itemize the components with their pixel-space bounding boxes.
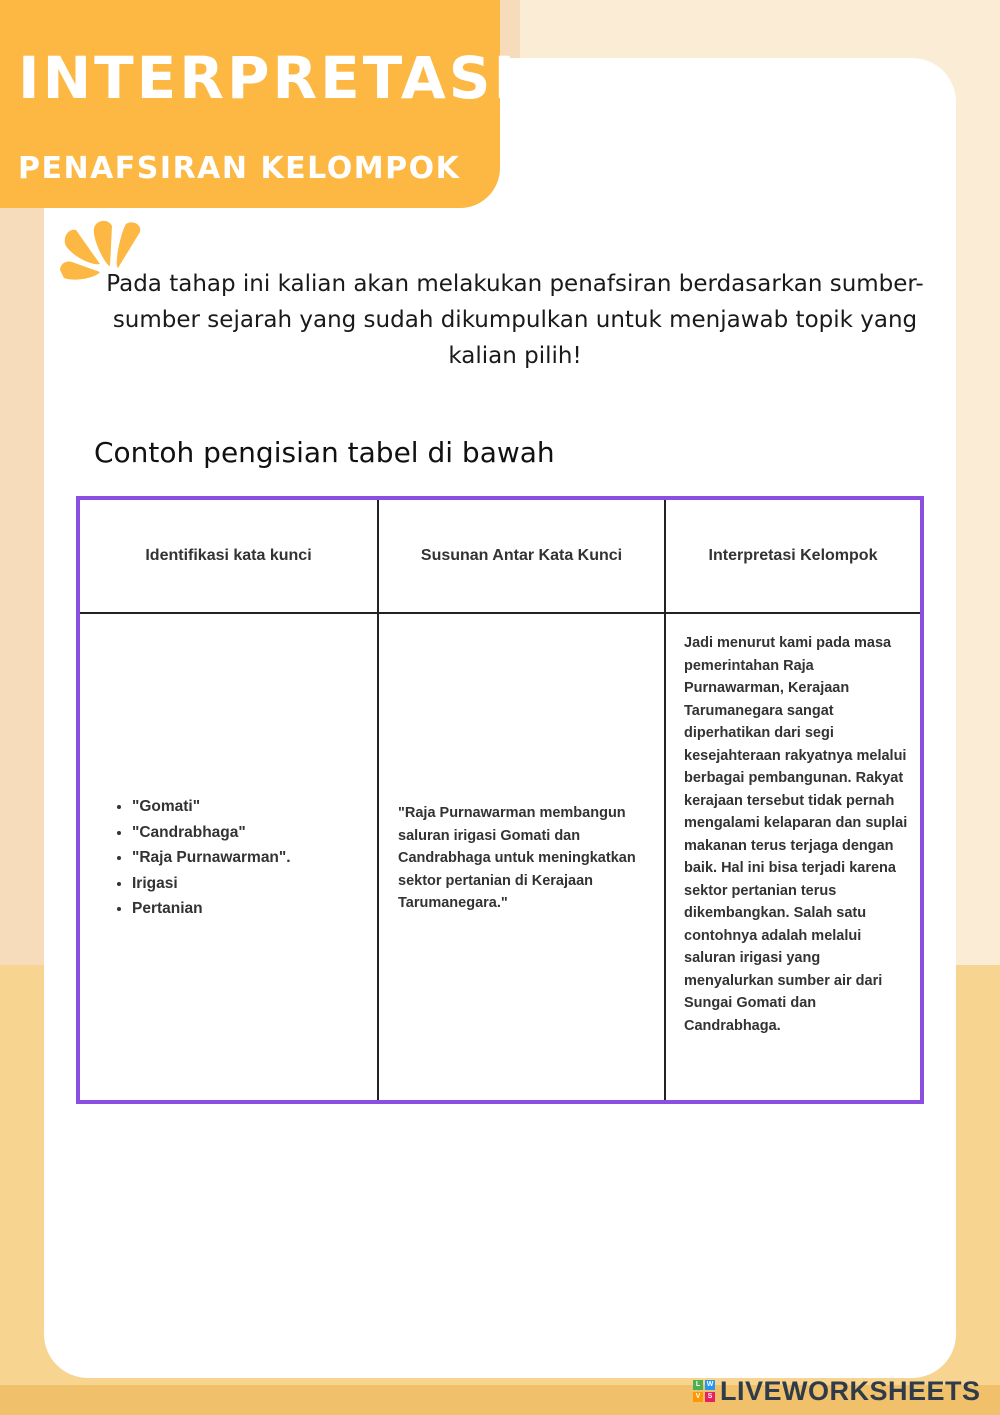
table-cell-keywords — [110, 794, 370, 922]
list-item: • "Raja Purnawarman". — [132, 845, 370, 871]
table-header-interpretation: Interpretasi Kelompok — [708, 547, 878, 564]
list-item: • "Candrabhaga" — [132, 820, 370, 846]
logo-text: LIVEWORKSHEETS — [720, 1375, 981, 1406]
list-item: • "Gomati" — [132, 794, 370, 820]
logo-blocks-icon: L W V S — [693, 1380, 715, 1402]
table-cell-interpretation: Jadi menurut kami pada masa pemerintahan Raja Purnawarman, Kerajaan Tarumanegara sangat diperhatikan dari segi kesejahteraan rakyatnya melalui berbagai pembangunan. Rakyat kerajaan tersebut tidak pernah mengalami kelaparan dan suplai makanan terus terjaga dengan baik. Hal ini bisa terjadi karena sektor pertanian terus dikembangkan. Salah satu contohnya adalah melalui saluran irigasi yang menyalurkan sumber air dari Sungai Gomati dan Candrabhaga. — [684, 635, 908, 1034]
table-cell-structure: "Raja Purnawarman membangun saluran irigasi Gomati dan Candrabhaga untuk meningkatkan sektor pertanian di Kerajaan Tarumanegara." — [398, 805, 636, 911]
table-header-keywords: Identifikasi kata kunci — [145, 547, 312, 564]
interpretation-table — [76, 496, 924, 1104]
intro-text: Pada tahap ini kalian akan melakukan penafsiran berdasarkan sumber-sumber sejarah yang sudah dikumpulkan untuk menjawab topik yang kalian pilih! — [106, 271, 924, 369]
liveworksheets-logo[interactable] — [693, 1374, 981, 1408]
keyword-list — [110, 794, 370, 922]
title-banner — [0, 0, 519, 208]
table-header-structure: Susunan Antar Kata Kunci — [420, 547, 623, 564]
table-header-divider — [80, 612, 920, 614]
page-subtitle: PENAFSIRAN KELOMPOK — [18, 151, 461, 186]
list-item: • Pertanian — [132, 896, 370, 922]
page-title: INTERPRETASI — [18, 44, 519, 112]
list-item: • Irigasi — [132, 871, 370, 897]
example-heading: Contoh pengisian tabel di bawah — [94, 436, 555, 469]
